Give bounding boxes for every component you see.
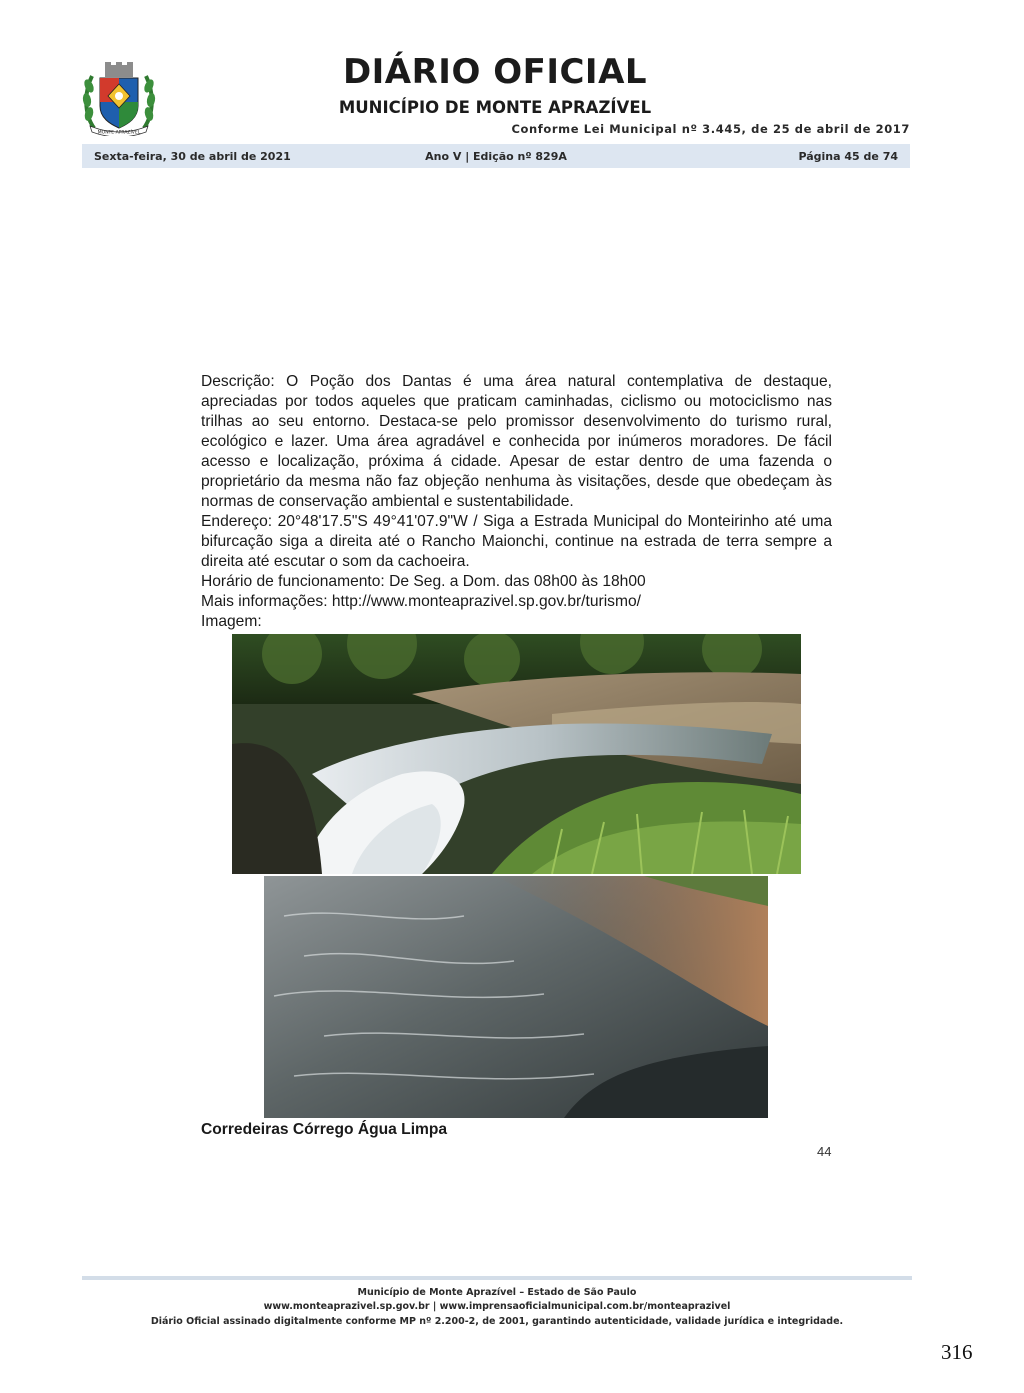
opening-hours: Horário de funcionamento: De Seg. a Dom. das 08h00 às 18h00 bbox=[201, 573, 646, 590]
issue-edition: Ano V | Edição nº 829A bbox=[425, 150, 567, 163]
article-body bbox=[201, 372, 832, 632]
crest-motto: MONTE APRAZÍVEL bbox=[97, 130, 141, 136]
waterfall-photo bbox=[232, 634, 801, 874]
description-paragraph: Descrição: O Poção dos Dantas é uma área natural contemplativa de destaque, apreciadas por todos aqueles que praticam caminhadas, ciclismo ou motociclismo nas trilhas ao seu entorno. Destaca-se pelo promissor desenvolvimento do turismo rural, ecológico e lazer. Uma área agradável e conhecida por inúmeros moradores. De fácil acesso e localização, próxima á cidade. Apesar de estar dentro de uma fazenda o proprietário da mesma não faz objeção nenhuma às visitações, desde que obedeçam às normas de conservação ambiental e sustentabilidade. bbox=[201, 373, 832, 510]
next-section-heading: Corredeiras Córrego Água Limpa bbox=[201, 1121, 448, 1138]
newspaper-title: DIÁRIO OFICIAL bbox=[342, 52, 648, 92]
page-stamp-number: 316 bbox=[941, 1340, 973, 1364]
image-label: Imagem: bbox=[201, 613, 262, 630]
municipality-subtitle: MUNICÍPIO DE MONTE APRAZÍVEL bbox=[338, 98, 652, 117]
address-paragraph: Endereço: 20°48'17.5"S 49°41'07.9"W / Siga a Estrada Municipal do Monteirinho até uma bifurcação siga a direita até o Rancho Maionchi, continue na estrada de terra sempre a direita até escutar o som da cachoeira. bbox=[201, 513, 832, 570]
issue-date: Sexta-feira, 30 de abril de 2021 bbox=[94, 150, 291, 163]
law-reference: Conforme Lei Municipal nº 3.445, de 25 de abril de 2017 bbox=[511, 122, 910, 136]
footer-websites: www.monteaprazivel.sp.gov.br | www.imprensaoficialmunicipal.com.br/monteaprazivel bbox=[263, 1301, 731, 1312]
more-info-link: Mais informações: http://www.monteaprazivel.sp.gov.br/turismo/ bbox=[201, 593, 641, 610]
footer-signature-notice: Diário Oficial assinado digitalmente conforme MP nº 2.200-2, de 2001, garantindo autenticidade, validade jurídica e integridade. bbox=[150, 1316, 844, 1327]
issue-info-bar bbox=[82, 144, 910, 168]
issue-page-counter: Página 45 de 74 bbox=[798, 150, 898, 163]
footer-divider bbox=[82, 1276, 912, 1280]
footer-municipality: Município de Monte Aprazível – Estado de São Paulo bbox=[357, 1287, 637, 1298]
stream-photo bbox=[264, 876, 768, 1118]
inner-page-number: 44 bbox=[817, 1144, 832, 1159]
